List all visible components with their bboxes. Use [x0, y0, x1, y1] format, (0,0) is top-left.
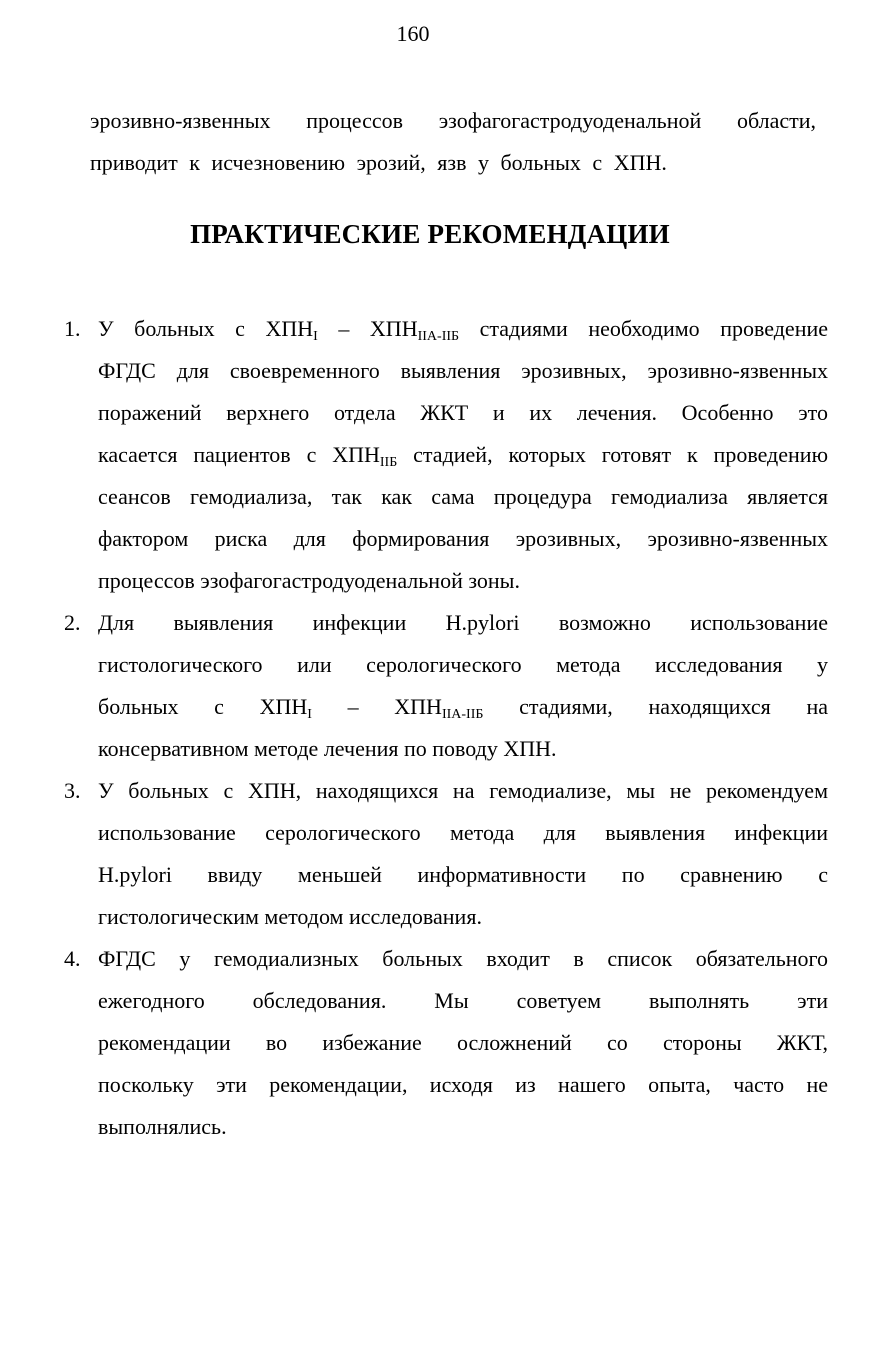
text-line: рекомендации во избежание осложнений со стороны ЖКТ, — [98, 1030, 828, 1055]
intro-paragraph — [90, 100, 816, 184]
text-line — [98, 434, 828, 476]
text-line — [98, 308, 828, 350]
text-fragment: касается пациентов с ХПН — [98, 442, 380, 467]
text-line: H.pylori ввиду меньшей информативности по сравнению с — [98, 862, 828, 887]
stage-subscript: IIA-IIБ — [441, 707, 484, 722]
recommendation-number: 3. — [64, 778, 81, 803]
text-line: консервативном методе лечения по поводу ХПН. — [98, 736, 557, 761]
recommendation-text — [98, 770, 828, 938]
stage-subscript: IIБ — [379, 455, 398, 470]
recommendation-item — [60, 938, 828, 1148]
text-line: ФГДС у гемодиализных больных входит в список обязательного — [98, 946, 828, 971]
text-fragment: стадией, которых готовят к проведению — [397, 442, 828, 467]
text-line: ежегодного обследования. Мы советуем выполнять эти — [98, 988, 828, 1013]
recommendation-number: 1. — [64, 316, 81, 341]
text-fragment: больных с ХПН — [98, 694, 308, 719]
recommendation-item — [60, 308, 828, 602]
page-number: 160 — [396, 21, 430, 46]
text-line — [98, 686, 828, 728]
text-line: гистологического или серологического метода исследования у — [98, 652, 828, 677]
text-line: гистологическим методом исследования. — [98, 904, 482, 929]
recommendation-number: 4. — [64, 946, 81, 971]
recommendation-text — [98, 308, 828, 602]
recommendation-text — [98, 938, 828, 1148]
text-line: сеансов гемодиализа, так как сама процедура гемодиализа является — [98, 484, 828, 509]
text-line: Для выявления инфекции H.pylori возможно использование — [98, 610, 828, 635]
stage-subscript: I — [307, 707, 312, 722]
stage-subscript: IIA-IIБ — [417, 329, 460, 344]
text-fragment: стадиями, находящихся на — [483, 694, 828, 719]
text-line: процессов эзофагогастродуоденальной зоны. — [98, 568, 520, 593]
text-line: поражений верхнего отдела ЖКТ и их лечения. Особенно это — [98, 400, 828, 425]
recommendation-text — [98, 602, 828, 770]
stage-subscript: I — [313, 329, 318, 344]
recommendation-number: 2. — [64, 610, 81, 635]
text-line: У больных с ХПН, находящихся на гемодиализе, мы не рекомендуем — [98, 778, 828, 803]
text-fragment: стадиями необходимо проведение — [459, 316, 829, 341]
text-line: фактором риска для формирования эрозивных, эрозивно-язвенных — [98, 526, 828, 551]
text-line: выполнялись. — [98, 1114, 227, 1139]
intro-line: эрозивно-язвенных процессов эзофагогастродуоденальной области, — [90, 108, 816, 133]
section-heading: ПРАКТИЧЕСКИЕ РЕКОМЕНДАЦИИ — [190, 219, 670, 249]
text-line: поскольку эти рекомендации, исходя из нашего опыта, часто не — [98, 1072, 828, 1097]
recommendation-item — [60, 602, 828, 770]
recommendations-list — [60, 308, 828, 1148]
text-line: ФГДС для своевременного выявления эрозивных, эрозивно-язвенных — [98, 358, 828, 383]
text-fragment: У больных с ХПН — [98, 316, 314, 341]
intro-line: приводит к исчезновению эрозий, язв у больных с ХПН. — [90, 150, 667, 175]
recommendation-item — [60, 770, 828, 938]
text-fragment: – ХПН — [317, 316, 418, 341]
text-line: использование серологического метода для выявления инфекции — [98, 820, 828, 845]
text-fragment: – ХПН — [311, 694, 442, 719]
